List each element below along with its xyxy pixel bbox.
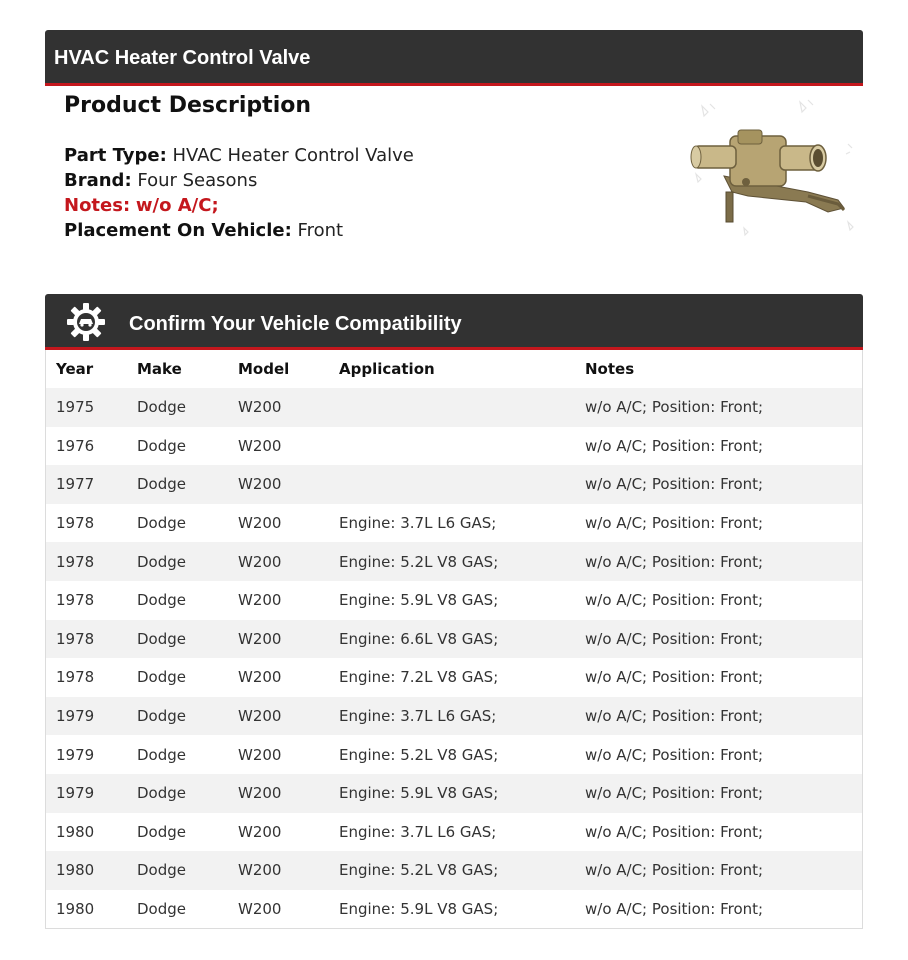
product-title-bar [45,30,863,86]
compatibility-table [45,350,863,929]
column-header-notes: Notes [585,360,635,378]
cell-year: 1979 [56,784,95,803]
cell-notes: w/o A/C; Position: Front; [585,514,764,533]
cell-notes: w/o A/C; Position: Front; [585,552,764,571]
cell-model: W200 [238,475,282,494]
cell-application: Engine: 3.7L L6 GAS; [339,707,497,726]
table-row [46,542,862,581]
cell-application [329,427,575,466]
spec-notes [64,193,414,218]
cell-model: W200 [238,900,282,919]
cell-notes: w/o A/C; Position: Front; [585,475,764,494]
table-row [46,620,862,659]
description-heading: Product Description [64,93,312,118]
cell-notes: w/o A/C; Position: Front; [585,707,764,726]
cell-make: Dodge [137,475,186,494]
table-row [46,427,862,466]
column-header-application: Application [339,360,435,378]
column-header-make: Make [137,360,182,378]
cell-model: W200 [238,436,282,455]
compatibility-title: Confirm Your Vehicle Compatibility [129,313,462,335]
table-header-row [46,350,862,388]
cell-model: W200 [238,707,282,726]
cell-year: 1980 [56,900,95,919]
column-header-year: Year [56,360,94,378]
cell-application [329,465,575,504]
cell-notes: w/o A/C; Position: Front; [585,398,764,417]
cell-notes: w/o A/C; Position: Front; [585,900,764,919]
cell-year: 1978 [56,668,95,687]
cell-application: Engine: 6.6L V8 GAS; [339,629,499,648]
cell-make: Dodge [137,745,186,764]
cell-make: Dodge [137,861,186,880]
cell-year: 1980 [56,822,95,841]
cell-year: 1978 [56,591,95,610]
table-row [46,697,862,736]
cell-application: Engine: 5.9L V8 GAS; [339,784,499,803]
cell-model: W200 [238,861,282,880]
spec-label: Notes: [64,195,131,216]
table-row [46,735,862,774]
cell-application [329,388,575,427]
cell-notes: w/o A/C; Position: Front; [585,745,764,764]
cell-model: W200 [238,822,282,841]
spec-value: Front [297,220,344,241]
cell-application: Engine: 5.2L V8 GAS; [339,552,499,571]
cell-model: W200 [238,668,282,687]
cell-year: 1978 [56,514,95,533]
cell-make: Dodge [137,552,186,571]
cell-make: Dodge [137,668,186,687]
cell-make: Dodge [137,514,186,533]
compatibility-bar [45,294,863,350]
cell-make: Dodge [137,591,186,610]
cell-notes: w/o A/C; Position: Front; [585,861,764,880]
cell-application: Engine: 5.9L V8 GAS; [339,591,499,610]
cell-year: 1977 [56,475,95,494]
cell-make: Dodge [137,707,186,726]
cell-make: Dodge [137,900,186,919]
cell-year: 1978 [56,629,95,648]
spec-value: w/o A/C; [135,195,219,216]
table-row [46,774,862,813]
cell-application: Engine: 7.2L V8 GAS; [339,668,499,687]
cell-model: W200 [238,745,282,764]
spec-placement [64,218,414,243]
cell-application: Engine: 5.2L V8 GAS; [339,745,499,764]
spec-value: HVAC Heater Control Valve [172,145,414,166]
column-header-model: Model [238,360,290,378]
cell-model: W200 [238,784,282,803]
spec-part-type [64,143,414,168]
table-row [46,813,862,852]
cell-application: Engine: 5.9L V8 GAS; [339,900,499,919]
spec-value: Four Seasons [137,170,258,191]
spec-list [64,143,414,243]
gear-car-icon [66,302,106,342]
cell-application: Engine: 5.2L V8 GAS; [339,861,499,880]
heater-valve-product-photo [688,96,858,242]
table-row [46,658,862,697]
cell-year: 1979 [56,745,95,764]
cell-model: W200 [238,629,282,648]
cell-model: W200 [238,552,282,571]
cell-application: Engine: 3.7L L6 GAS; [339,514,497,533]
cell-make: Dodge [137,822,186,841]
cell-model: W200 [238,514,282,533]
cell-model: W200 [238,398,282,417]
cell-year: 1975 [56,398,95,417]
cell-notes: w/o A/C; Position: Front; [585,822,764,841]
table-row [46,465,862,504]
product-title: HVAC Heater Control Valve [54,47,311,69]
table-row [46,581,862,620]
cell-make: Dodge [137,784,186,803]
cell-make: Dodge [137,436,186,455]
cell-make: Dodge [137,629,186,648]
table-row [46,851,862,890]
cell-make: Dodge [137,398,186,417]
cell-application: Engine: 3.7L L6 GAS; [339,822,497,841]
cell-notes: w/o A/C; Position: Front; [585,784,764,803]
cell-year: 1979 [56,707,95,726]
table-row [46,388,862,427]
cell-notes: w/o A/C; Position: Front; [585,668,764,687]
spec-brand [64,168,414,193]
cell-year: 1976 [56,436,95,455]
cell-notes: w/o A/C; Position: Front; [585,436,764,455]
cell-notes: w/o A/C; Position: Front; [585,629,764,648]
cell-notes: w/o A/C; Position: Front; [585,591,764,610]
cell-year: 1978 [56,552,95,571]
cell-model: W200 [238,591,282,610]
spec-label: Brand: [64,170,132,191]
spec-label: Placement On Vehicle: [64,220,292,241]
spec-label: Part Type: [64,145,167,166]
table-row [46,890,862,929]
cell-year: 1980 [56,861,95,880]
table-row [46,504,862,543]
